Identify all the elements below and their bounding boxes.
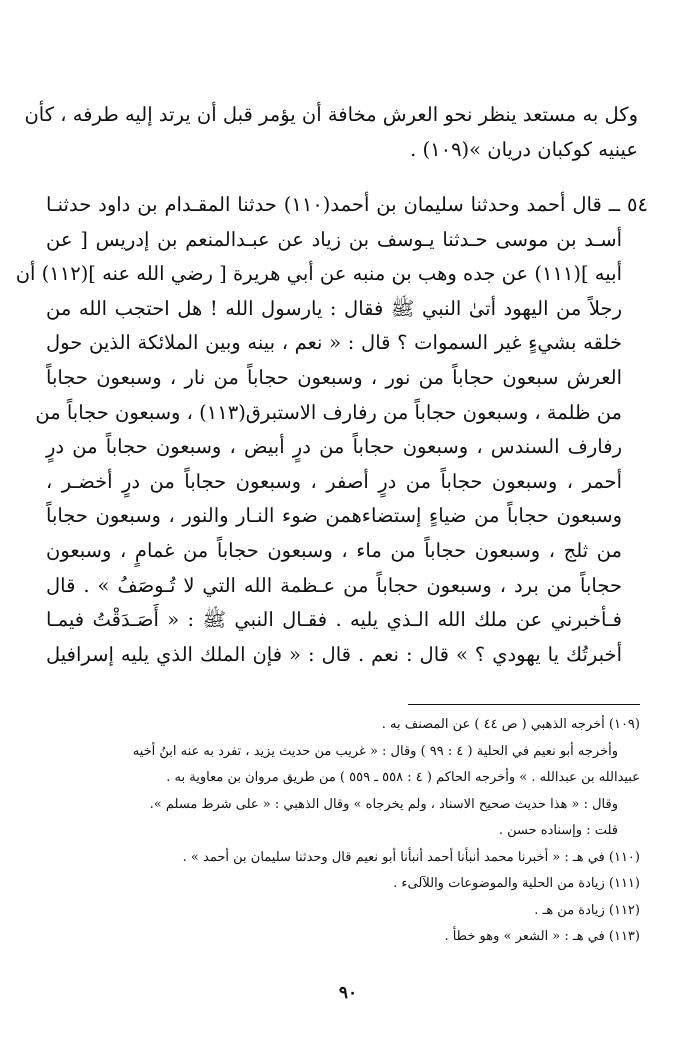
footnote-109-cont: وأخرجه أبو نعيم في الحلية ( ٤ : ٩٩ ) وقال : « غريب من حديث يزيد ، تفرد به عنه ابنُ أخيه (132, 743, 618, 759)
text-line: أخبرتُك يا يهودي ؟ » قال : نعم . قال : « فإن الملك الذي يليه إسرافيل (46, 642, 622, 666)
text-line: ٥٤ ــ قال أحمد وحدثنا سليمان بن أحمد(١١٠) حدثنا المقـدام بن داود حدثنـا (46, 193, 648, 216)
text-line: العرش سبعون حجاباً من نور ، وسبعون حجاباً من نار ، وسبعون حجاباً (46, 365, 622, 389)
text-line: من ظلمة ، وسبعون حجاباً من رفارف الاستبرق(١١٣) ، وسبعون حجاباً من (35, 400, 622, 424)
footnote-110: (١١٠) في هـ : « أخبرنا محمد أنبأنا أحمد أنبأنا أبو نعيم قال وحدثنا سليمان بن أحمد » . (182, 849, 640, 865)
text-line: من ثلج ، وسبعون حجاباً من ماء ، وسبعون حجاباً من غمامٍ ، وسبعون (46, 538, 622, 562)
text-line: رجلاً من اليهود أتىٰ النبي ﷺ فقال : يارسول الله ! هل احتجب الله من (46, 296, 622, 320)
footnote-113: (١١٣) في هـ : « الشعر » وهو خطأ . (444, 929, 640, 944)
footnote-109: (١٠٩) أخرجه الذهبي ( ص ٤٤ ) عن المصنف به . (381, 717, 640, 732)
text-line: عينيه كوكبان دريان »(١٠٩) . (410, 137, 638, 161)
text-line: حجاباً من برد ، وسبعون حجاباً من عـظمة الله التي لا تُـوصَفُ » . قال (46, 573, 622, 597)
footnote-109-cont: وقال : « هذا حديث صحيح الاسناد ، ولم يخرجاه » وقال الذهبي : « على شرط مسلم ». (149, 796, 618, 812)
text-line: رفارف السندس ، وسبعون حجاباً من درٍ أبيض ، وسبعون حجاباً من درٍ (46, 435, 622, 459)
text-line: أسـد بن موسى حـدثنا يـوسف بن زياد عن عبـدالمنعم بن إدريس [ عن (46, 227, 622, 251)
text-line: وسبعون حجاباً من ضياءٍ إستضاءهمن ضوء النـار والنور ، وسبعون حجاباً (46, 504, 622, 528)
hadith-paragraph-54 (15, 188, 648, 672)
text-line: خلقه بشيءٍ غير السموات ؟ قال : « نعم ، بينه وبين الملائكة الذين حول (46, 331, 622, 355)
footnotes (30, 712, 640, 951)
footnote-112: (١١٢) زيادة من هـ . (534, 902, 640, 918)
paragraph-continuation (24, 98, 638, 167)
footnote-109-cont: قلت : وإسناده حسن . (498, 823, 618, 838)
footnote-109-cont: عبيدالله بن عبدالله . » وأخرجه الحاكم ( ٤ : ٥٥٨ ـ ٥٥٩ ) من طريق مروان بن معاوية به . (166, 770, 640, 785)
text-line: أبيه ](١١١) عن جده وهب بن منبه عن أبي هريرة [ رضي الله عنه ](١١٢) أن (15, 262, 622, 286)
text-line: وكل به مستعد ينظر نحو العرش مخافة أن يؤمر قبل أن يرتد إليه طرفه ، كأن (24, 103, 638, 126)
footnote-111: (١١١) زيادة من الحلية والموضوعات واللآلىء . (393, 876, 640, 891)
text-line: أحمر ، وسبعون حجاباً من درٍ أصفر ، وسبعون حجاباً من درٍ أخضـر ، (46, 469, 622, 493)
page-number: ٩٠ (338, 983, 358, 1003)
footnote-separator (408, 704, 640, 705)
text-line: فـأخبرني عن ملك الله الـذي يليه . فقـال النبي ﷺ : « أَصَـدَقْتُ فيمـا (46, 608, 622, 632)
